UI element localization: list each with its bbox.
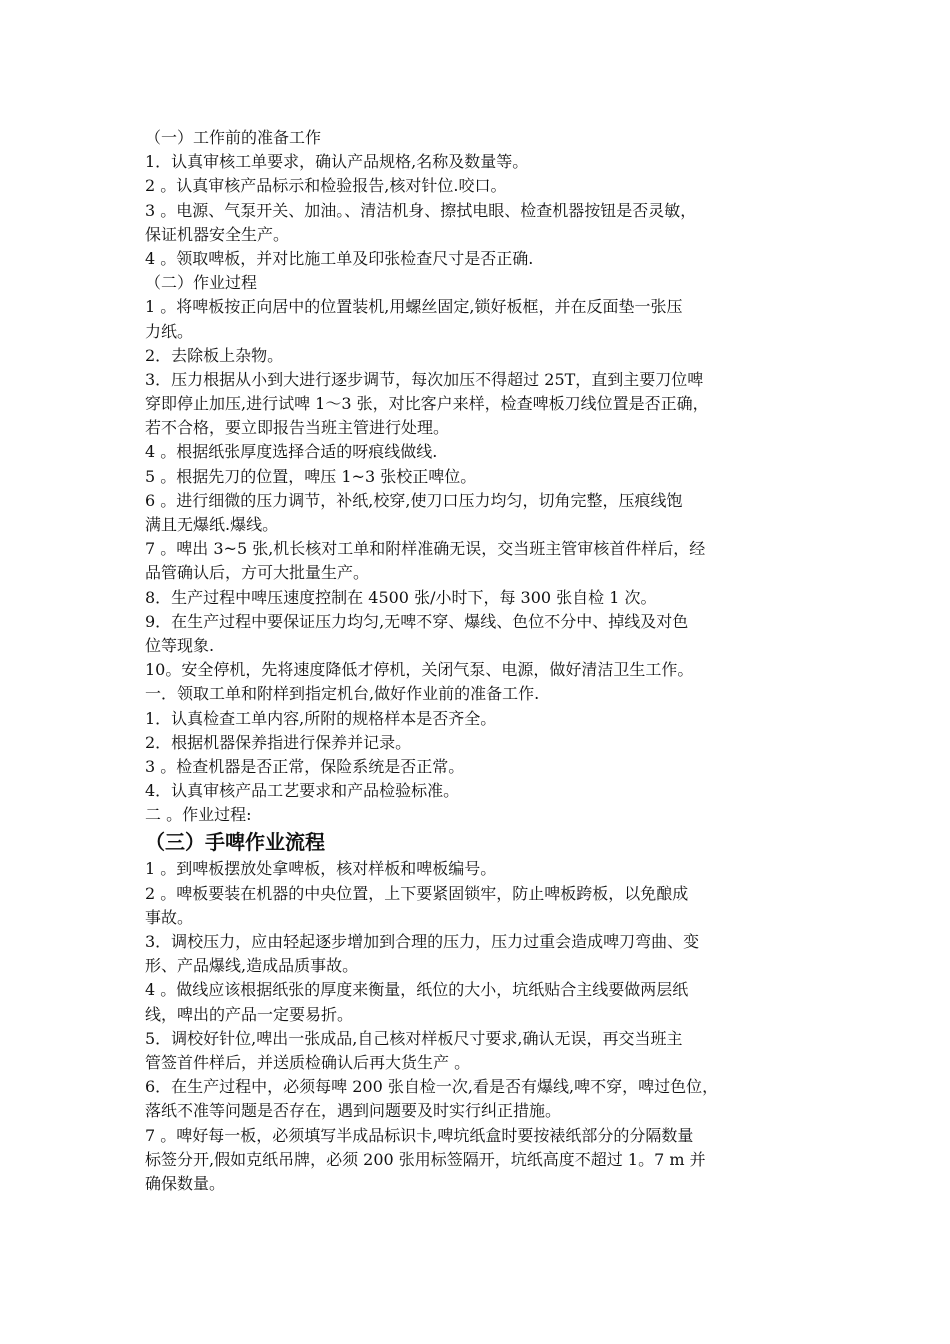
text-line: 管签首件样后，并送质检确认后再大货生产 。 <box>145 1052 471 1072</box>
text-line: 3．压力根据从小到大进行逐步调节，每次加压不得超过 25T，直到主要刀位啤 <box>145 369 704 389</box>
text-line: 4 。做线应该根据纸张的厚度来衡量，纸位的大小，坑纸贴合主线要做两层纸 <box>145 980 689 1000</box>
text-line: 5 。根据先刀的位置，啤压 1~3 张校正啤位。 <box>145 466 477 486</box>
text-line: 5．调校好针位,啤出一张成品,自己核对样板尺寸要求,确认无误，再交当班主 <box>145 1028 683 1048</box>
text-line: 9．在生产过程中要保证压力均匀,无啤不穿、爆线、色位不分中、掉线及对色 <box>145 611 689 631</box>
text-line: 10。安全停机，先将速度降低才停机，关闭气泵、电源，做好清洁卫生工作。 <box>145 660 694 680</box>
text-line: 4 。领取啤板，并对比施工单及印张检查尺寸是否正确. <box>145 248 534 268</box>
text-line: 事故。 <box>145 907 194 927</box>
text-line: 满且无爆纸.爆线。 <box>145 515 279 534</box>
text-line: 1．认真审核工单要求，确认产品规格,名称及数量等。 <box>145 152 529 172</box>
text-line: 二 。作业过程: <box>145 805 252 825</box>
text-line: 3 。电源、气泵开关、加油。、清洁机身、擦拭电眼、检查机器按钮是否灵敏， <box>145 200 697 220</box>
document-body <box>145 126 821 1196</box>
text-line: 穿即停止加压,进行试啤 1～3 张，对比客户来样，检查啤板刀线位置是否正确， <box>145 394 709 414</box>
text-line: 7 。啤出 3~5 张,机长核对工单和附样准确无误，交当班主管审核首件样后，经 <box>145 539 706 559</box>
section-heading: （三）手啤作业流程 <box>145 830 325 855</box>
text-line: 3 。检查机器是否正常，保险系统是否正常。 <box>145 756 465 776</box>
text-line: 1 。到啤板摆放处拿啤板，核对样板和啤板编号。 <box>145 859 497 879</box>
text-line: 3．调校压力，应由轻起逐步增加到合理的压力，压力过重会造成啤刀弯曲、变 <box>145 932 700 951</box>
text-line: 4 。根据纸张厚度选择合适的呀痕线做线. <box>145 442 438 462</box>
text-line: （一）工作前的准备工作 <box>145 128 322 147</box>
text-line: 2．根据机器保养指进行保养并记录。 <box>145 732 412 752</box>
text-line: 标签分开,假如克纸吊牌，必须 200 张用标签隔开，坑纸高度不超过 1。7 m 并 <box>145 1149 706 1169</box>
text-line: 4．认真审核产品工艺要求和产品检验标准。 <box>145 781 460 801</box>
text-line: 8．生产过程中啤压速度控制在 4500 张/小时下，每 300 张自检 1 次。 <box>145 587 657 607</box>
text-line: 1 。将啤板按正向居中的位置装机,用螺丝固定,锁好板框，并在反面垫一张压 <box>145 297 683 317</box>
text-line: 6 。进行细微的压力调节，补纸,校穿,使刀口压力均匀，切角完整，压痕线饱 <box>145 490 683 510</box>
text-line: 保证机器安全生产。 <box>145 224 290 244</box>
text-line: 2．去除板上杂物。 <box>145 345 284 365</box>
text-line: 2 。啤板要装在机器的中央位置，上下要紧固锁牢，防止啤板跨板，以免酿成 <box>145 883 689 903</box>
text-line: 力纸。 <box>145 321 194 341</box>
text-line: 若不合格，要立即报告当班主管进行处理。 <box>145 418 450 438</box>
text-line: 落纸不准等问题是否存在，遇到问题要及时实行纠正措施。 <box>145 1101 562 1121</box>
text-line: 一．领取工单和附样到指定机台,做好作业前的准备工作. <box>145 684 540 704</box>
text-line: 2 。认真审核产品标示和检验报告,核对针位.咬口。 <box>145 176 507 196</box>
text-line: 6．在生产过程中，必须每啤 200 张自检一次,看是否有爆线,啤不穿，啤过色位， <box>145 1077 719 1097</box>
text-line: 品管确认后，方可大批量生产。 <box>145 563 370 583</box>
text-line: （二）作业过程 <box>145 273 258 293</box>
text-line: 线，啤出的产品一定要易折。 <box>145 1004 354 1024</box>
text-line: 确保数量。 <box>145 1173 226 1193</box>
text-line: 1．认真检查工单内容,所附的规格样本是否齐全。 <box>145 708 497 728</box>
text-line: 形、产品爆线,造成品质事故。 <box>145 956 359 976</box>
text-line: 位等现象. <box>145 635 215 655</box>
text-line: 7 。啤好每一板，必须填写半成品标识卡,啤坑纸盒时要按裱纸部分的分隔数量 <box>145 1125 694 1145</box>
